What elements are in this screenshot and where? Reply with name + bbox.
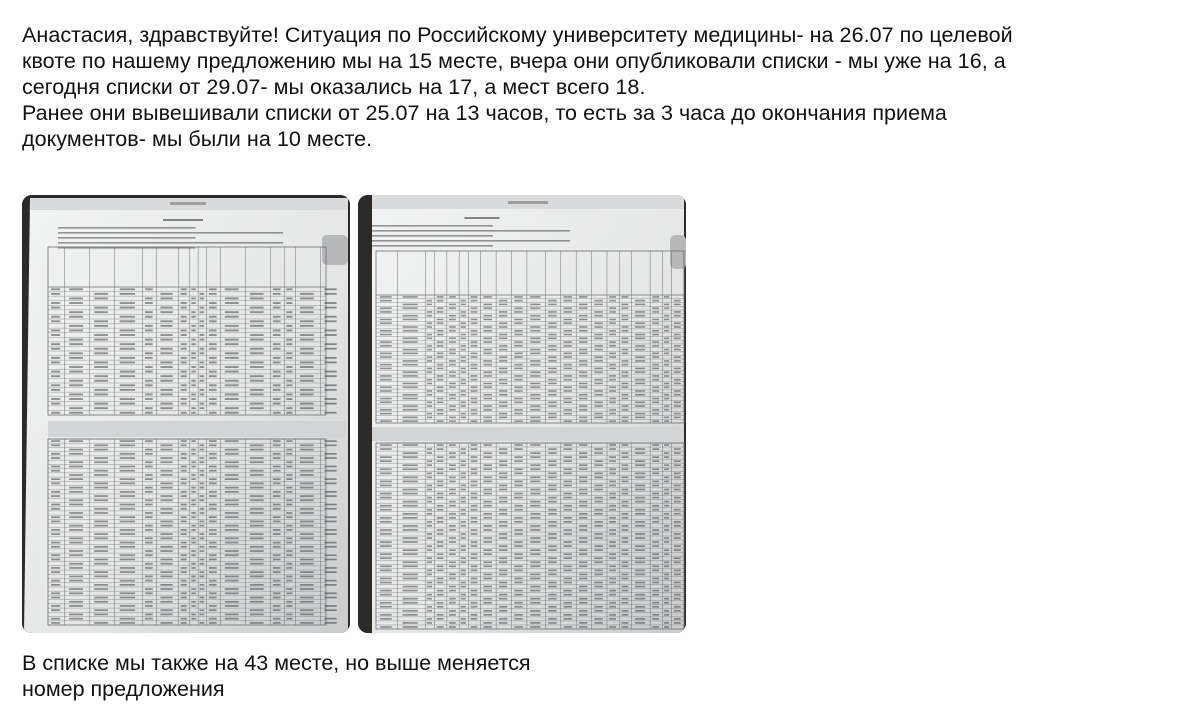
message-line: квоте по нашему предложению мы на 15 месте, вчера они опубликовали списки - мы уже на 16, а [22,49,1006,73]
message-line: номер предложения [22,677,225,701]
photo-attachment-1[interactable] [22,195,350,633]
message-text-top [22,22,1192,152]
photo-of-list-right-icon [358,195,686,633]
photo-attachment-2[interactable] [358,195,686,633]
message-line: сегодня списки от 29.07- мы оказались на 17, а мест всего 18. [22,75,646,99]
message-line: документов- мы были на 10 месте. [22,127,373,151]
photo-of-list-left-icon [22,195,350,633]
message-line: Ранее они вывешивали списки от 25.07 на 13 часов, то есть за 3 часа до окончания приема [22,101,947,125]
message-text-bottom [22,650,662,702]
message-line: В списке мы также на 43 месте, но выше меняется [22,651,531,675]
message-line: Анастасия, здравствуйте! Ситуация по Российскому университету медицины- на 26.07 по целевой [22,23,1013,47]
